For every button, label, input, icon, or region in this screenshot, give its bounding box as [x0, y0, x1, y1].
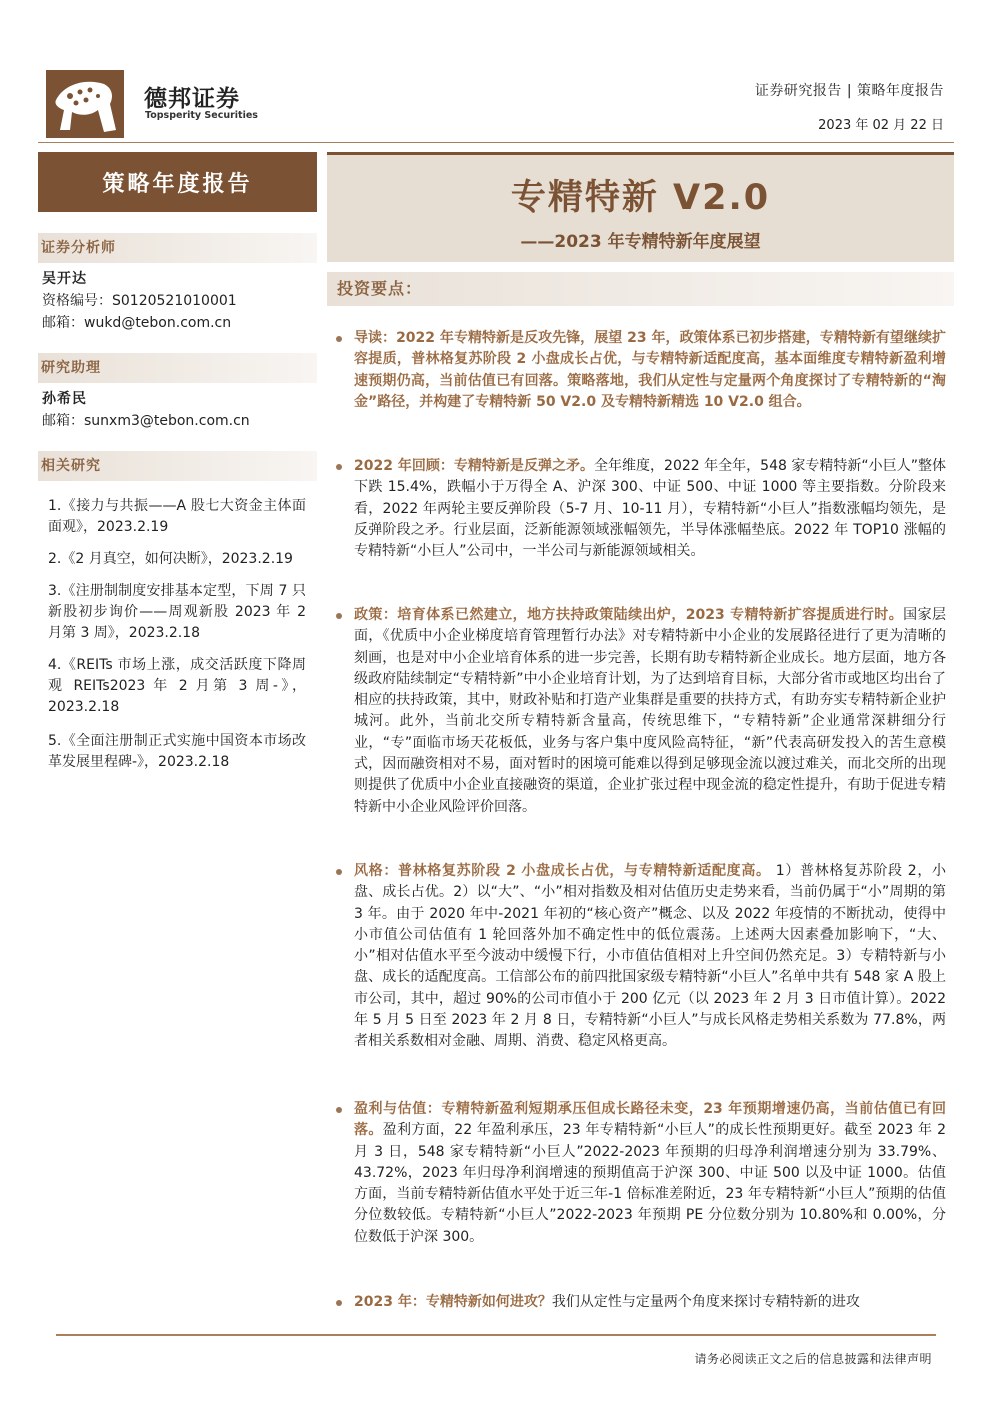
related-research-item[interactable]: 5.《全面注册制正式实施中国资本市场改革发展里程碑-》，2023.2.18: [48, 733, 306, 770]
related-research-heading: 相关研究: [38, 451, 317, 481]
assistant-name: 孙希民: [42, 391, 87, 407]
point-lead: 风格：普林格复苏阶段 2 小盘成长占优，与专精特新适配度高。: [354, 863, 771, 879]
footer-divider: [56, 1334, 936, 1336]
point-review-2022: [354, 456, 946, 562]
point-style: [354, 861, 946, 1053]
bullet-dot: [336, 613, 342, 619]
related-research-item[interactable]: 4.《REITs 市场上涨，成交活跃度下降周观 REITs2023 年 2 月第 3 周-》，2023.2.18: [48, 657, 306, 715]
point-2023-attack: [354, 1292, 946, 1313]
related-research-item[interactable]: 3.《注册制制度安排基本定型，下周 7 只新股初步询价——周观新股 2023 年 2 月第 3 周》，2023.2.18: [48, 583, 306, 641]
analyst-email: 邮箱：wukd@tebon.com.cn: [42, 315, 232, 331]
point-text: 国家层面，《优质中小企业梯度培育管理暂行办法》对专精特新中小企业的发展路径进行了更为清晰的刻画，也是对中小企业培育体系的进一步完善，长期有助专精特新企业成长。地方层面，地方各级政府陆续制定“专精特新”中小企业培育计划，为了达到培育目标，大部分省市或地区均出台了相应的扶持政策，其中，财政补贴和打造产业集群是重要的扶持方式，有助夯实专精特新企业护城河。此外，当前北交所专精特新含量高，传统思维下，“专精特新”企业通常深耕细分行业，“专”面临市场天花板低，业务与客户集中度风险高特征，“新”代表高研发投入的苦生意模式，因而融资相对不易，面对暂时的困境可能难以得到足够现金流以渡过难关，而北交所的出现则提供了优质中小企业直接融资的渠道，企业扩张过程中现金流的稳定性提升，有助于促进专精特新中小企业风险评价回落。: [354, 607, 947, 815]
point-text: 盈利方面，22 年盈利承压，23 年专精特新“小巨人”的成长性预期更好。截至 2023 年 2 月 3 日，548 家专精特新“小巨人”2022-2023 年预期的归母净利润增速分别为 33.79%、43.72%，2023 年归母净利润增速的预期值高于沪深 300、中证 500 以及中证 1000。估值方面，当前专精特新估值水平处于近三年-1 倍标准差附近，23 年专精特新“小巨人”预期的估值分位数较低。专精特新“小巨人”2022-2023 年预期 PE 分位数分别为 10.80%和 0.00%，分位数低于沪深 300。: [354, 1122, 947, 1245]
legal-disclaimer: 请务必阅读正文之后的信息披露和法律声明: [694, 1352, 932, 1366]
point-lead: 2023 年：专精特新如何进攻？: [354, 1294, 552, 1310]
bullet-dot: [336, 336, 342, 342]
tebon-logo-icon: [46, 70, 124, 138]
report-subtitle: ——2023 年专精特新年度展望: [520, 232, 761, 252]
analyst-name: 吴开达: [42, 271, 87, 287]
point-lead: 2022 年回顾：专精特新是反弹之矛。: [354, 458, 594, 474]
bullet-dot: [336, 1107, 342, 1113]
assistant-email: 邮箱：sunxm3@tebon.com.cn: [42, 413, 250, 429]
report-title: 专精特新 V2.0: [510, 178, 771, 218]
point-lead: 政策：培育体系已然建立，地方扶持政策陆续出炉，2023 专精特新扩容提质进行时。: [354, 607, 904, 623]
point-lead: 导读：2022 年专精特新是反攻先锋，展望 23 年，政策体系已初步搭建，专精特新有望继续扩容提质，普林格复苏阶段 2 小盘成长占优，与专精特新适配度高，基本面维度专精特新盈利增速预期仍高，当前估值已有回落。策略落地，我们从定性与定量两个角度探讨了专精特新的“淘金”路径，并构建了专精特新 50 V2.0 及专精特新精选 10 V2.0 组合。: [354, 330, 946, 410]
bullet-dot: [336, 1300, 342, 1306]
point-text: 1）普林格复苏阶段 2，小盘、成长占优。2）以“大”、“小”相对指数及相对估值历史走势来看，当前仍属于“小”周期的第 3 年。由于 2020 年中-2021 年初的“核心资产”概念、以及 2022 年疫情的不断扰动，使得中小市值公司估值有 1 轮回落外加不确定性中的低位震荡。上述两大因素叠加影响下，“大、小”相对估值水平至今波动中缓慢下行，小市值估值相对上升空间仍然充足。3）专精特新与小盘、成长的适配度高。工信部公布的前四批国家级专精特新“小巨人”名单中共有 548 家 A 股上市公司，其中，超过 90%的公司市值小于 200 亿元（以 2023 年 2 月 3 日市值计算）。2022 年 5 月 5 日至 2023 年 2 月 8 日，专精特新“小巨人”与成长风格走势相关系数为 77.8%，两者相关系数相对金融、周期、消费、稳定风格更高。: [354, 863, 946, 1050]
brand-name-en: Topsperity Securities: [145, 110, 258, 121]
report-type: 证券研究报告 | 策略年度报告: [754, 83, 944, 99]
point-earnings-valuation: [354, 1099, 946, 1248]
analyst-heading: 证券分析师: [38, 233, 317, 263]
brand-name-cn: 德邦证券: [144, 86, 240, 112]
related-research-item[interactable]: 2.《2 月真空，如何决断》，2023.2.19: [48, 551, 293, 567]
point-text: 全年维度，2022 年全年，548 家专精特新“小巨人”整体下跌 15.4%，跌幅小于万得全 A、沪深 300、中证 500、中证 1000 等主要指数。分阶段来看，2022 年两轮主要反弹阶段（5-7 月、10-11 月），专精特新“小巨人”指数涨幅均领先，是反弹阶段之矛。行业层面，泛新能源领域涨幅领先，半导体涨幅垫底。2022 年 TOP10 涨幅的专精特新“小巨人”公司中，一半公司与新能源领域相关。: [354, 458, 946, 560]
report-date: 2023 年 02 月 22 日: [818, 118, 944, 133]
point-text: 我们从定性与定量两个角度来探讨专精特新的进攻: [551, 1294, 860, 1310]
analyst-cert: 资格编号：S0120521010001: [42, 293, 237, 309]
point-intro: [354, 328, 946, 413]
point-policy: [354, 605, 946, 818]
investment-highlights-heading: 投资要点：: [327, 272, 954, 306]
report-category-banner: 策略年度报告: [38, 152, 317, 212]
bullet-dot: [336, 869, 342, 875]
bullet-dot: [336, 464, 342, 470]
related-research-item[interactable]: 1.《接力与共振——A 股七大资金主体面面观》，2023.2.19: [48, 498, 306, 535]
point-lead: 盈利与估值：专精特新盈利短期承压但成长路径未变，23 年预期增速仍高，当前估值已有回落。: [354, 1101, 946, 1139]
assistant-heading: 研究助理: [38, 353, 317, 383]
header-divider: [38, 142, 954, 143]
